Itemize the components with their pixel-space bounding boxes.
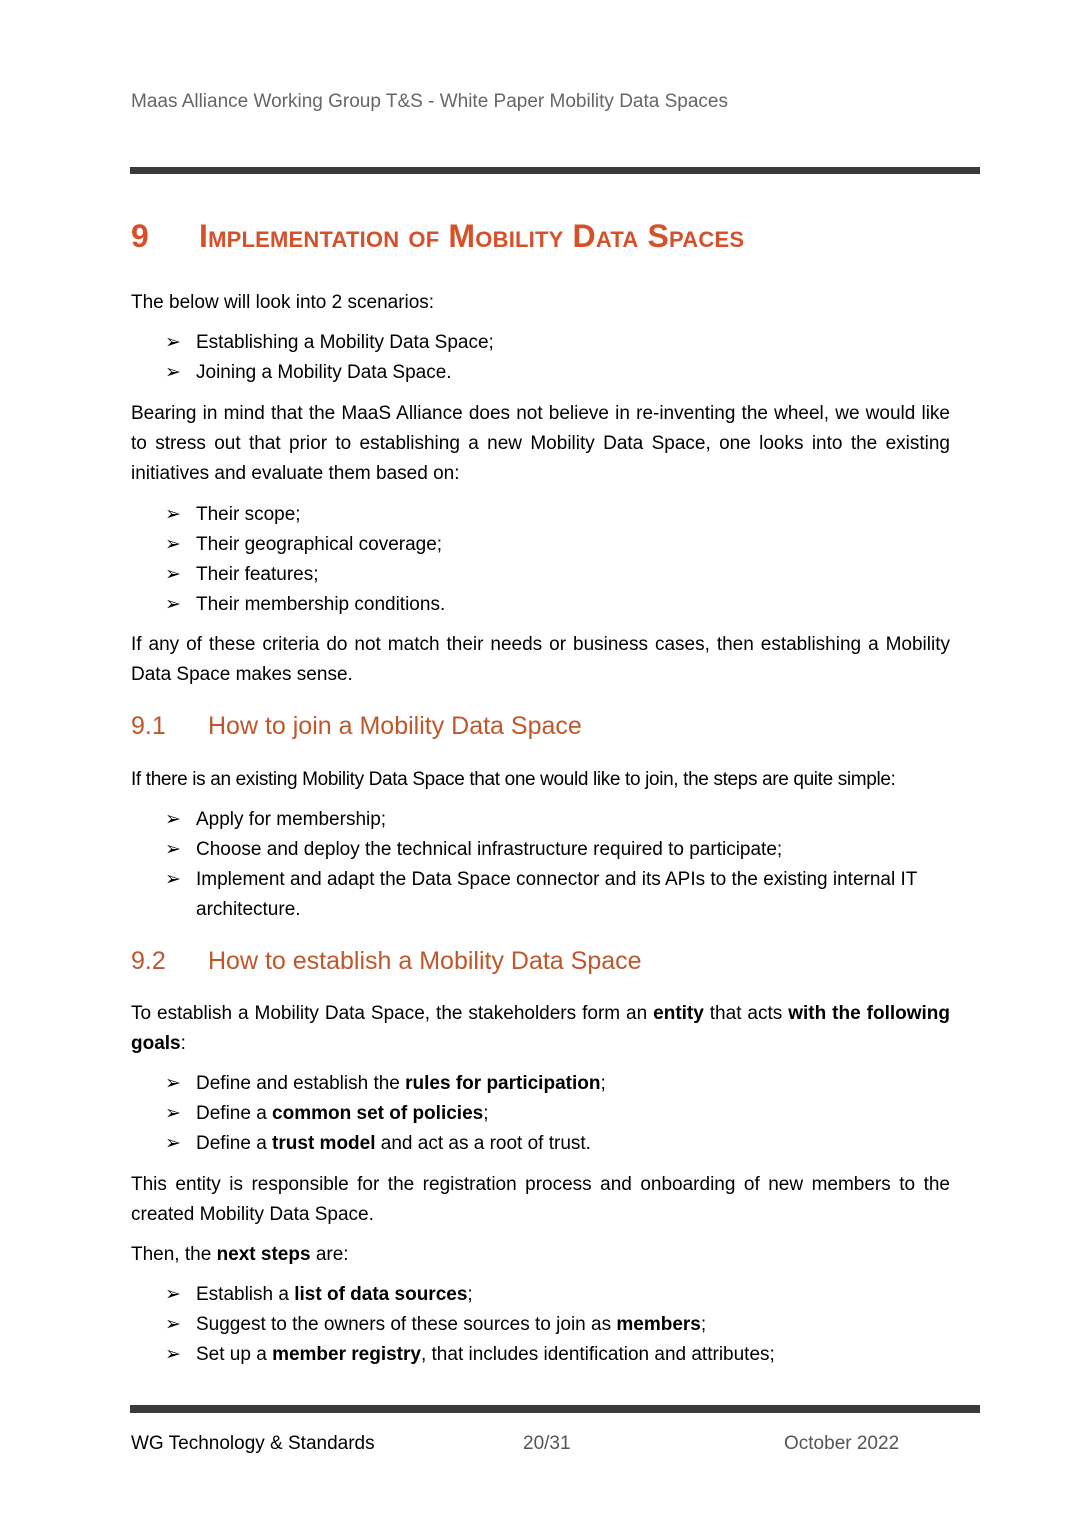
list-item: ➢ Define a common set of policies; xyxy=(165,1099,950,1129)
next-steps-list xyxy=(165,1280,950,1370)
scenario-list xyxy=(165,328,950,388)
arrow-bullet-icon: ➢ xyxy=(165,1344,181,1365)
establish-paragraph: To establish a Mobility Data Space, the stakeholders form an entity that acts with the following goals: xyxy=(131,1003,951,1054)
list-item: ➢ Establish a list of data sources; xyxy=(165,1280,950,1310)
list-item: ➢ Choose and deploy the technical infrastructure required to participate; xyxy=(165,835,950,865)
list-item: ➢ Joining a Mobility Data Space. xyxy=(165,358,950,388)
section-title: How to establish a Mobility Data Space xyxy=(208,947,642,975)
bearing-paragraph: Bearing in mind that the MaaS Alliance does not believe in re-inventing the wheel, we would like to stress out that prior to establishing a new Mobility Data Space, one looks into the existing initiatives and evaluate them based on: xyxy=(131,403,950,484)
arrow-bullet-icon: ➢ xyxy=(165,564,181,585)
section-9-1-heading xyxy=(131,710,950,742)
intro-paragraph: The below will look into 2 scenarios: xyxy=(131,292,435,313)
section-9-2-heading xyxy=(131,945,950,977)
arrow-bullet-icon: ➢ xyxy=(165,332,181,353)
section-number: 9.1 xyxy=(131,712,166,740)
footer-group-name: WG Technology & Standards xyxy=(131,1433,375,1454)
list-item: ➢ Set up a member registry, that includes identification and attributes; xyxy=(165,1340,950,1370)
entity-responsibility-paragraph: This entity is responsible for the registration process and onboarding of new members to the created Mobility Data Space. xyxy=(131,1174,950,1225)
footer-date: October 2022 xyxy=(784,1433,900,1454)
section-title: How to join a Mobility Data Space xyxy=(208,712,582,740)
arrow-bullet-icon: ➢ xyxy=(165,839,181,860)
chapter-title: Implementation of Mobility Data Spaces xyxy=(199,218,745,254)
entity-goals-list xyxy=(165,1069,950,1159)
list-item: ➢ Suggest to the owners of these sources to join as members; xyxy=(165,1310,950,1340)
criteria-paragraph: If any of these criteria do not match their needs or business cases, then establishing a Mobility Data Space makes sense. xyxy=(131,634,950,685)
arrow-bullet-icon: ➢ xyxy=(165,594,181,615)
arrow-bullet-icon: ➢ xyxy=(165,1284,181,1305)
arrow-bullet-icon: ➢ xyxy=(165,809,181,830)
chapter-number: 9 xyxy=(131,218,149,254)
arrow-bullet-icon: ➢ xyxy=(165,504,181,525)
evaluation-criteria-list xyxy=(165,500,950,620)
join-steps-list xyxy=(165,805,950,925)
list-item: ➢ Establishing a Mobility Data Space; xyxy=(165,328,950,358)
arrow-bullet-icon: ➢ xyxy=(165,869,181,890)
arrow-bullet-icon: ➢ xyxy=(165,1314,181,1335)
list-item: ➢ Define a trust model and act as a root of trust. xyxy=(165,1129,950,1159)
arrow-bullet-icon: ➢ xyxy=(165,1103,181,1124)
list-item: ➢ Their geographical coverage; xyxy=(165,530,950,560)
arrow-bullet-icon: ➢ xyxy=(165,1133,181,1154)
arrow-bullet-icon: ➢ xyxy=(165,1073,181,1094)
arrow-bullet-icon: ➢ xyxy=(165,362,181,383)
next-steps-paragraph: Then, the next steps are: xyxy=(131,1244,349,1265)
list-item: ➢ Their membership conditions. xyxy=(165,590,950,620)
section-number: 9.2 xyxy=(131,947,166,975)
header-rule xyxy=(130,167,980,174)
page-number: 20/31 xyxy=(523,1433,571,1454)
arrow-bullet-icon: ➢ xyxy=(165,534,181,555)
list-item: ➢ Their features; xyxy=(165,560,950,590)
list-item: ➢ Apply for membership; xyxy=(165,805,950,835)
list-item: ➢ Implement and adapt the Data Space connector and its APIs to the existing internal IT architecture. xyxy=(165,865,950,925)
document-header-title: Maas Alliance Working Group T&S - White Paper Mobility Data Spaces xyxy=(131,91,728,112)
list-item: ➢ Define and establish the rules for participation; xyxy=(165,1069,950,1099)
join-paragraph: If there is an existing Mobility Data Space that one would like to join, the steps are quite simple: xyxy=(131,769,896,790)
chapter-heading xyxy=(131,216,950,263)
list-item: ➢ Their scope; xyxy=(165,500,950,530)
footer-rule xyxy=(130,1405,980,1413)
